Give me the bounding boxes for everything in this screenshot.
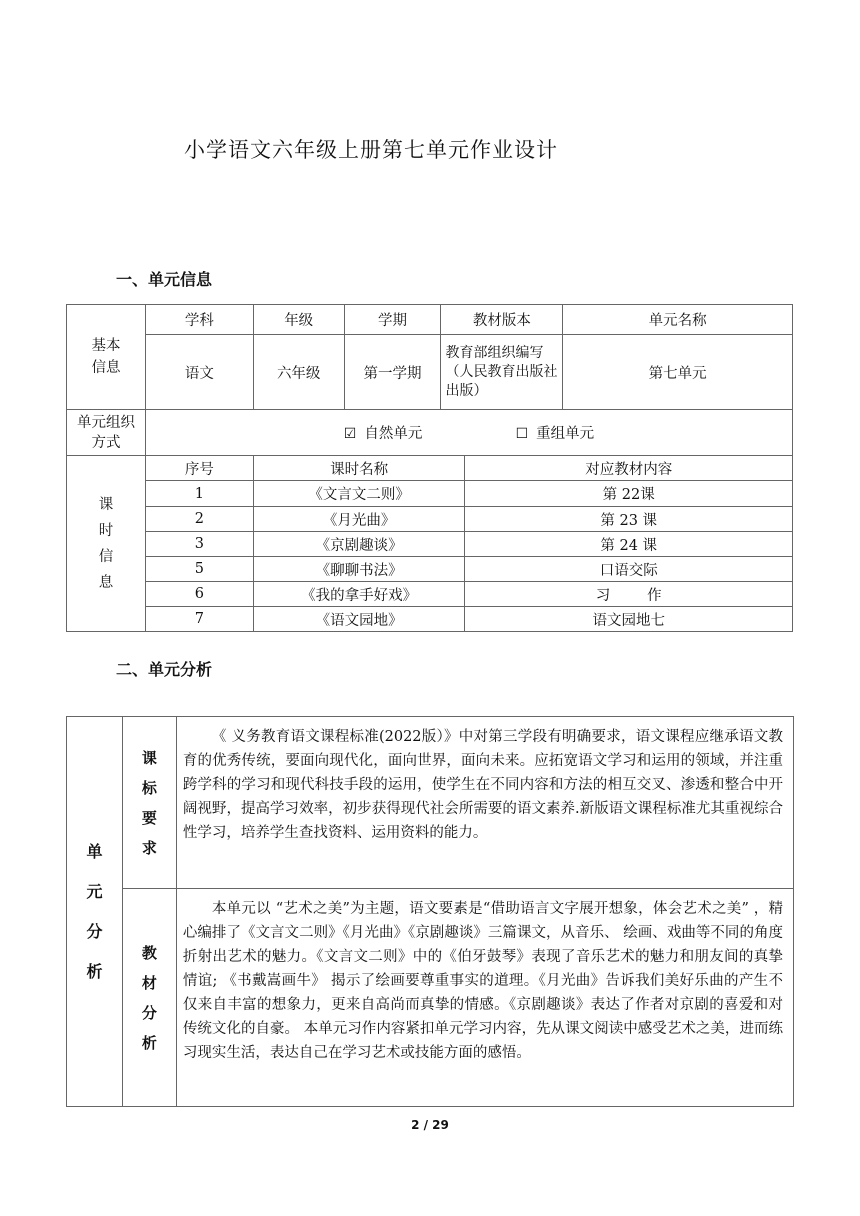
lesson-no: 2 bbox=[145, 507, 253, 532]
value-edition: 教育部组织编写（人民教育出版社出版） bbox=[441, 335, 563, 410]
lesson-header-content: 对应教材内容 bbox=[465, 456, 793, 481]
value-subject: 语文 bbox=[145, 335, 253, 410]
page-number: 2 / 29 bbox=[411, 1118, 449, 1132]
lesson-name: 《聊聊书法》 bbox=[253, 557, 465, 582]
organization-label: 单元组织方式 bbox=[67, 410, 146, 456]
header-subject: 学科 bbox=[145, 305, 253, 335]
header-unit-name: 单元名称 bbox=[563, 305, 793, 335]
textbook-analysis-label: 教 材 分 析 bbox=[122, 889, 176, 1107]
lesson-content: 口语交际 bbox=[465, 557, 793, 582]
textbook-analysis-text: 本单元以 “艺术之美”为主题，语文要素是“借助语言文字展开想象，体会艺术之美” ，精心编排了《文言文二则》《月光曲》《京剧趣谈》三篇课文，从音乐、 绘画、戏曲等不同的角度折射出艺术的魅力。《文言文二则》中的《伯牙鼓琴》表现了音乐艺术的魅力和朋友间的真挚情谊; 《书戴嵩画牛》 揭示了绘画要尊重事实的道理。《月光曲》告诉我们美好乐曲的产生不仅来自丰富的想象力，更来自高尚而真挚的情感。《京剧趣谈》表达了作者对京剧的喜爱和对传统文化的自豪。 本单元习作内容紧扣单元学习内容，先从课文阅读中感受艺术之美，进而练习现实生活，表达自己在学习艺术或技能方面的感悟。 bbox=[176, 889, 793, 1107]
lesson-name: 《月光曲》 bbox=[253, 507, 465, 532]
section-heading-unit-analysis: 二、单元分析 bbox=[116, 660, 213, 679]
table-row bbox=[67, 481, 793, 507]
organization-options bbox=[145, 410, 792, 456]
lesson-no: 6 bbox=[145, 582, 253, 607]
lesson-content: 第 24 课 bbox=[465, 532, 793, 557]
unit-analysis-table bbox=[66, 716, 794, 1107]
regroup-unit-label: 重组单元 bbox=[536, 426, 595, 442]
unit-analysis-label: 单 元 分 析 bbox=[67, 717, 123, 1107]
lesson-content: 习 作 bbox=[465, 582, 793, 607]
lesson-no: 1 bbox=[145, 481, 253, 507]
lesson-header-no: 序号 bbox=[145, 456, 253, 481]
header-edition: 教材版本 bbox=[441, 305, 563, 335]
lesson-no: 5 bbox=[145, 557, 253, 582]
header-grade: 年级 bbox=[253, 305, 344, 335]
table-row bbox=[67, 607, 793, 632]
document-title: 小学语文六年级上册第七单元作业设计 bbox=[184, 138, 558, 162]
curriculum-text: 《 义务教育语文课程标准(2022版）》中对第三学段有明确要求，语文课程应继承语文教育的优秀传统，要面向现代化，面向世界，面向未来。应拓宽语文学习和运用的领域，并注重跨学科的学习和现代科技手段的运用，使学生在不同内容和方法的相互交叉、渗透和整合中开阔视野，提高学习效率，初步获得现代社会所需要的语文素养.新版语文课程标准尤其重视综合性学习，培养学生查找资料、运用资料的能力。 bbox=[176, 717, 793, 889]
unchecked-box-icon[interactable]: ☐ bbox=[515, 426, 529, 442]
table-row bbox=[67, 532, 793, 557]
table-row bbox=[67, 557, 793, 582]
curriculum-label: 课 标 要 求 bbox=[122, 717, 176, 889]
unit-info-table bbox=[66, 304, 793, 632]
lesson-name: 《文言文二则》 bbox=[253, 481, 465, 507]
lesson-content: 第 22课 bbox=[465, 481, 793, 507]
header-semester: 学期 bbox=[344, 305, 441, 335]
value-unit-name: 第七单元 bbox=[563, 335, 793, 410]
checked-box-icon[interactable]: ☑ bbox=[343, 426, 357, 442]
lesson-no: 7 bbox=[145, 607, 253, 632]
lesson-no: 3 bbox=[145, 532, 253, 557]
value-semester: 第一学期 bbox=[344, 335, 441, 410]
basic-info-label: 基本信息 bbox=[67, 305, 146, 410]
lesson-info-label: 课 时 信 息 bbox=[67, 456, 146, 632]
table-row bbox=[67, 582, 793, 607]
natural-unit-label: 自然单元 bbox=[364, 426, 423, 442]
lesson-name: 《我的拿手好戏》 bbox=[253, 582, 465, 607]
section-heading-unit-info: 一、单元信息 bbox=[116, 270, 213, 289]
lesson-name: 《京剧趣谈》 bbox=[253, 532, 465, 557]
lesson-content: 第 23 课 bbox=[465, 507, 793, 532]
table-row bbox=[67, 507, 793, 532]
lesson-header-name: 课时名称 bbox=[253, 456, 465, 481]
lesson-content: 语文园地七 bbox=[465, 607, 793, 632]
lesson-name: 《语文园地》 bbox=[253, 607, 465, 632]
value-grade: 六年级 bbox=[253, 335, 344, 410]
